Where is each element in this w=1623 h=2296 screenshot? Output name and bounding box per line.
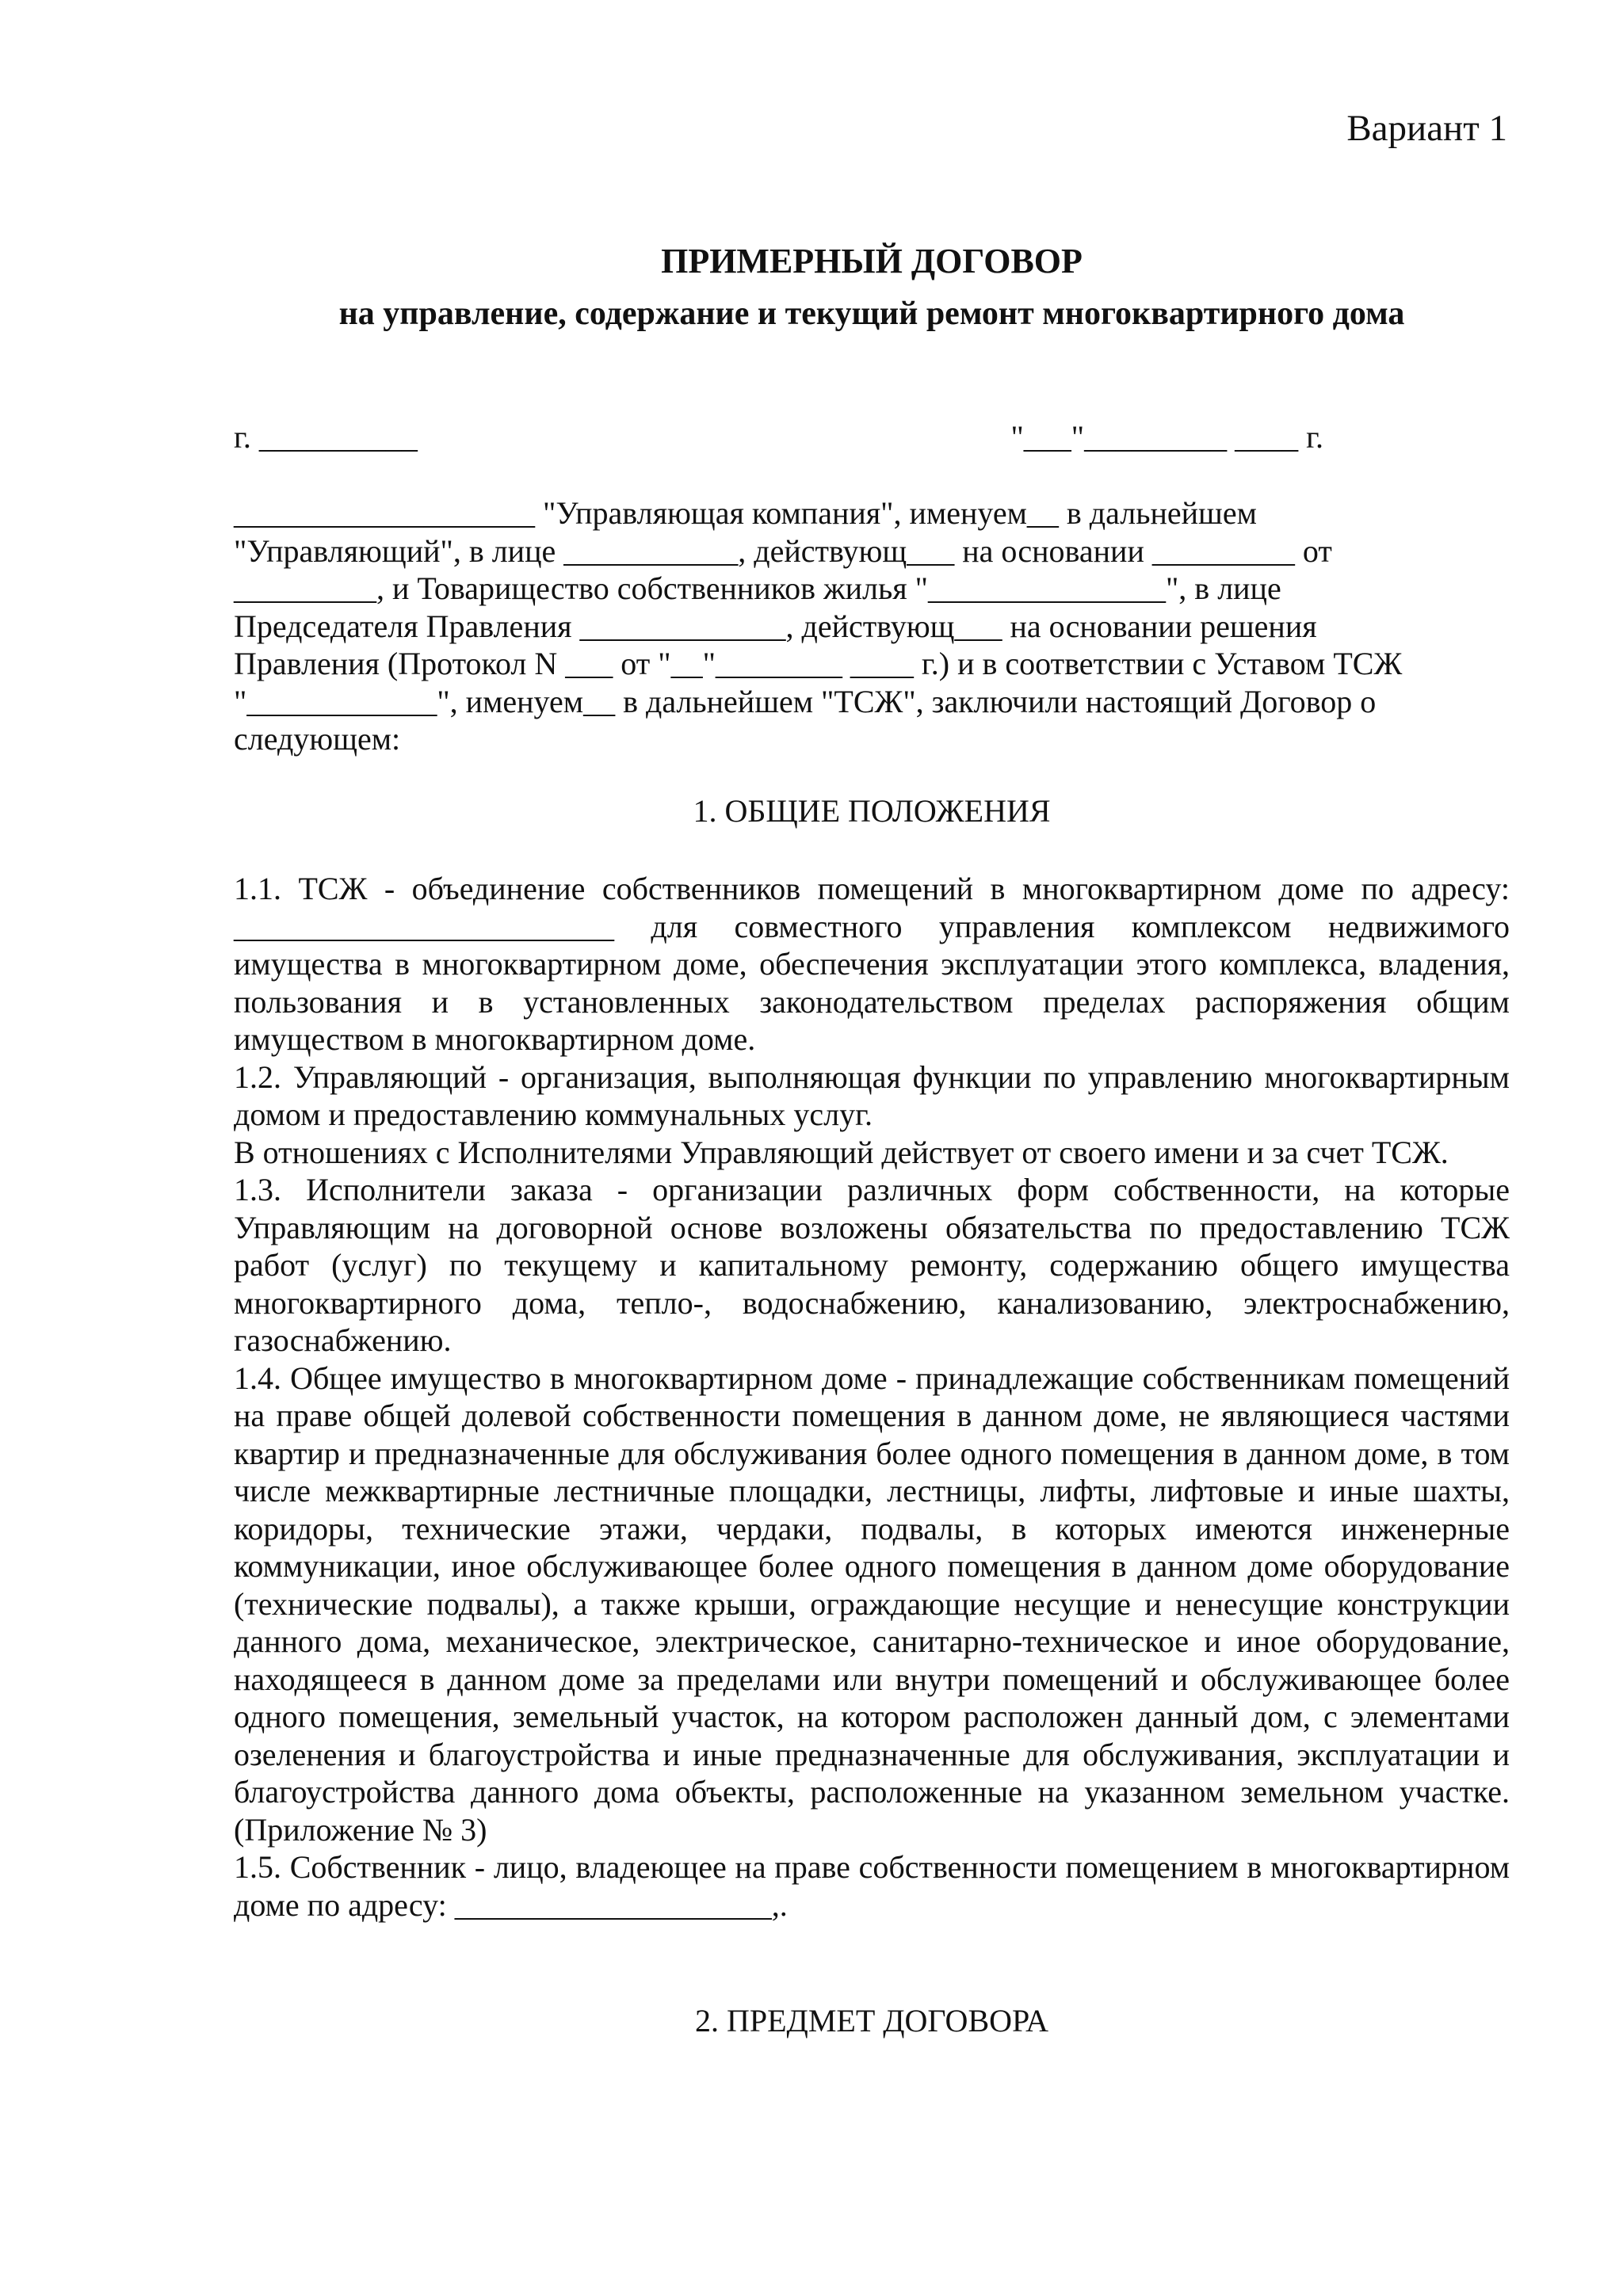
clause-1-1: 1.1. ТСЖ - объединение собственников помещений в многоквартирном доме по адресу: ________________________ для совместного управления комплексом недвижимого имущества в многоквартирном доме, обеспечения эксплуатации этого комплекса, владения, пользования и в установленных законодательством пределах распоряжения общим имуществом в многоквартирном доме.	[234, 871, 1510, 1057]
section-1-heading: 1. ОБЩИЕ ПОЛОЖЕНИЯ	[693, 793, 1051, 829]
section-1-body	[234, 870, 1510, 1924]
document-title: ПРИМЕРНЫЙ ДОГОВОР	[661, 242, 1083, 280]
clause-1-2: 1.2. Управляющий - организация, выполняющая функции по управлению многоквартирным домом и предоставлению коммунальных услуг.	[234, 1058, 1510, 1132]
clause-1-4: 1.4. Общее имущество в многоквартирном доме - принадлежащие собственникам помещений на праве общей долевой собственности помещения в данном доме, не являющиеся частями квартир и предназначенные для обслуживания более одного помещения в данном доме, в том числе межквартирные лестничные площадки, лестницы, лифты, лифтовые и иные шахты, коридоры, технические этажи, чердаки, подвалы, в которых имеются инженерные коммуникации, иное обслуживающее более одного помещения в данном доме оборудование (технические подвалы), а также крыши, ограждающие несущие и ненесущие конструкции данного дома, механическое, электрическое, санитарно-техническое и иное оборудование, находящееся в данном доме за пределами или внутри помещений и обслуживающее более одного помещения, земельный участок, на котором расположен данный дом, с элементами озеленения и благоустройства и иные предназначенные для обслуживания, эксплуатации и благоустройства данного дома объекты, расположенные на указанном земельном участке. (Приложение № 3)	[234, 1360, 1510, 1848]
intro-line: следующем:	[234, 721, 401, 757]
intro-line: "Управляющий", в лице ___________, действующ___ на основании _________ от	[234, 532, 1332, 569]
variant-label: Вариант 1	[1346, 108, 1507, 149]
intro-line: Правления (Протокол N ___ от "__"________ ____ г.) и в соответствии с Уставом ТСЖ	[234, 646, 1403, 681]
document-subtitle: на управление, содержание и текущий ремонт многоквартирного дома	[338, 296, 1405, 332]
clause-1-5: 1.5. Собственник - лицо, владеющее на праве собственности помещением в многоквартирном доме по адресу: ____________________,.	[234, 1849, 1510, 1923]
intro-line: "____________", именуем__ в дальнейшем "ТСЖ", заключили настоящий Договор о	[234, 683, 1377, 719]
date-field: "___"_________ ____ г.	[1010, 419, 1323, 455]
clause-1-2-note: В отношениях с Исполнителями Управляющий действует от своего имени и за счет ТСЖ.	[234, 1134, 1449, 1170]
intro-paragraph	[234, 494, 1510, 758]
intro-line: Председателя Правления _____________, действующ___ на основании решения	[234, 608, 1317, 644]
section-2-heading: 2. ПРЕДМЕТ ДОГОВОРА	[694, 2003, 1049, 2039]
intro-line: _________, и Товарищество собственников жилья "_______________", в лице	[234, 570, 1281, 606]
place-date-line	[234, 417, 1510, 458]
document-title-block	[234, 238, 1510, 338]
clause-1-3: 1.3. Исполнители заказа - организации различных форм собственности, на которые Управляющим на договорной основе возложены обязательства по предоставлению ТСЖ работ (услуг) по текущему и капитальному ремонту, содержанию общего имущества многоквартирного дома, тепло-, водоснабжению, канализованию, электроснабжению, газоснабжению.	[234, 1172, 1510, 1358]
intro-line: ___________________ "Управляющая компания", именуем__ в дальнейшем	[234, 495, 1257, 531]
place-field: г. __________	[234, 419, 418, 455]
